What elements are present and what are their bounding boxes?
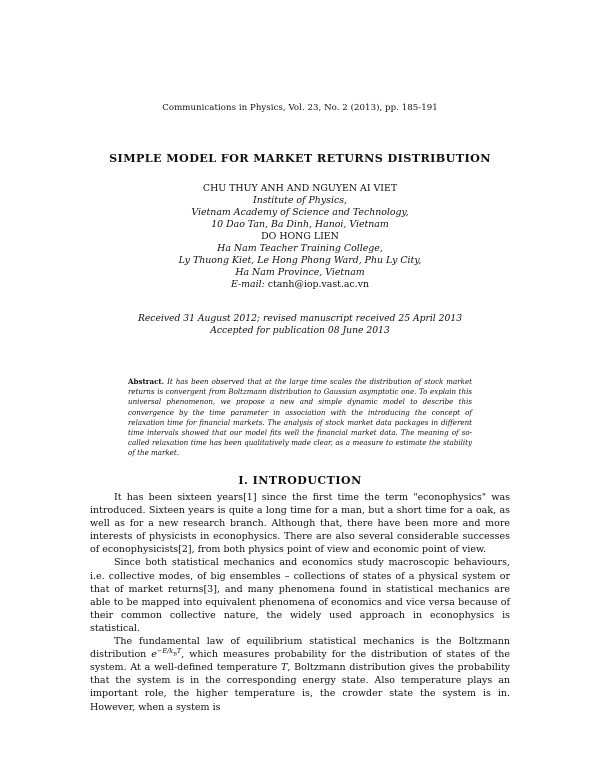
- abstract-text: It has been observed that at the large time scales the distribution of stock market returns is convergent from Boltzmann distribution to Gaussian asymptotic one. To explain this universal phenomenon, we propose a new and simple dynamic model to describe this convergence by the time parameter in association with the introducing the concept of relaxation time for financial markets. The analysis of stock market data packages in different time intervals showed that our model fits well the financial market data. The meaning of so-called relaxation time has been qualitatively made clear, as a measure to estimate the stability of the market.: [128, 377, 472, 458]
- boltzmann-e: e: [151, 649, 157, 661]
- affiliation-1-line-2: Vietnam Academy of Science and Technology,: [191, 207, 409, 218]
- paragraph-3-part-b: , which measures probability for the distribution of states of the system. At a well-defined temperature: [90, 649, 510, 674]
- body-text: [90, 491, 510, 714]
- abstract-label: Abstract.: [128, 377, 165, 386]
- received-date: Received 31 August 2012; revised manuscript received 25 April 2013: [137, 313, 463, 324]
- email-address[interactable]: ctanh@iop.vast.ac.vn: [267, 279, 370, 290]
- temperature-symbol: T: [281, 662, 288, 674]
- abstract: [128, 377, 472, 459]
- affiliation-2-line-2: Ly Thuong Kiet, Le Hong Phong Ward, Phu Ly City,: [178, 255, 422, 266]
- journal-citation: Communications in Physics, Vol. 23, No. 2 (2013), pp. 185-191: [162, 103, 438, 113]
- email-label: E-mail:: [230, 279, 265, 290]
- paper-title: SIMPLE MODEL FOR MARKET RETURNS DISTRIBUTION: [109, 151, 491, 165]
- email-line: [0, 279, 600, 291]
- paragraph-3: [90, 635, 510, 714]
- paragraph-1: It has been sixteen years[1] since the first time the term "econophysics" was introduced. Sixteen years is quite a long time for a man, but a short time for a oak, as well as for a new research branch. Although that, there have been more and more interests of physicists in econophysics. There are also several considerable successes of econophysicists[2], from both physics point of view and economic point of view.: [90, 492, 510, 556]
- authors-group-2: DO HONG LIEN: [261, 231, 339, 242]
- author-block: [0, 183, 600, 291]
- affiliation-1-line-1: Institute of Physics,: [252, 195, 347, 206]
- paragraph-3-part-a: The fundamental law of equilibrium statistical mechanics is the Boltzmann distribution: [90, 636, 510, 661]
- accepted-date: Accepted for publication 08 June 2013: [210, 325, 390, 336]
- dates-block: [0, 313, 600, 337]
- authors-group-1: CHU THUY ANH AND NGUYEN AI VIET: [202, 183, 398, 194]
- affiliation-2-line-1: Ha Nam Teacher Training College,: [217, 243, 383, 254]
- paragraph-3-part-c: , Boltzmann distribution gives the probability that the system is in the corresponding energy state. Also temperature plays an important role, the higher temperature is, the crowder state the system is in. However, when a system is: [90, 662, 511, 713]
- section-heading: I. INTRODUCTION: [238, 474, 362, 487]
- affiliation-1-line-3: 10 Dao Tan, Ba Dinh, Hanoi, Vietnam: [211, 219, 389, 230]
- paragraph-2: Since both statistical mechanics and economics study macroscopic behaviours, i.e. collective modes, of big ensembles – collections of states of a physical system or that of market returns[3], and many phenomena found in statistical mechanics are able to be mapped into equivalent phenomena of economics and vice versa because of their common collective nature, the widely used approach in econophysics is statistical.: [90, 557, 510, 634]
- boltzmann-exponent: −E/kBT: [156, 647, 182, 658]
- affiliation-2-line-3: Ha Nam Province, Vietnam: [235, 267, 365, 278]
